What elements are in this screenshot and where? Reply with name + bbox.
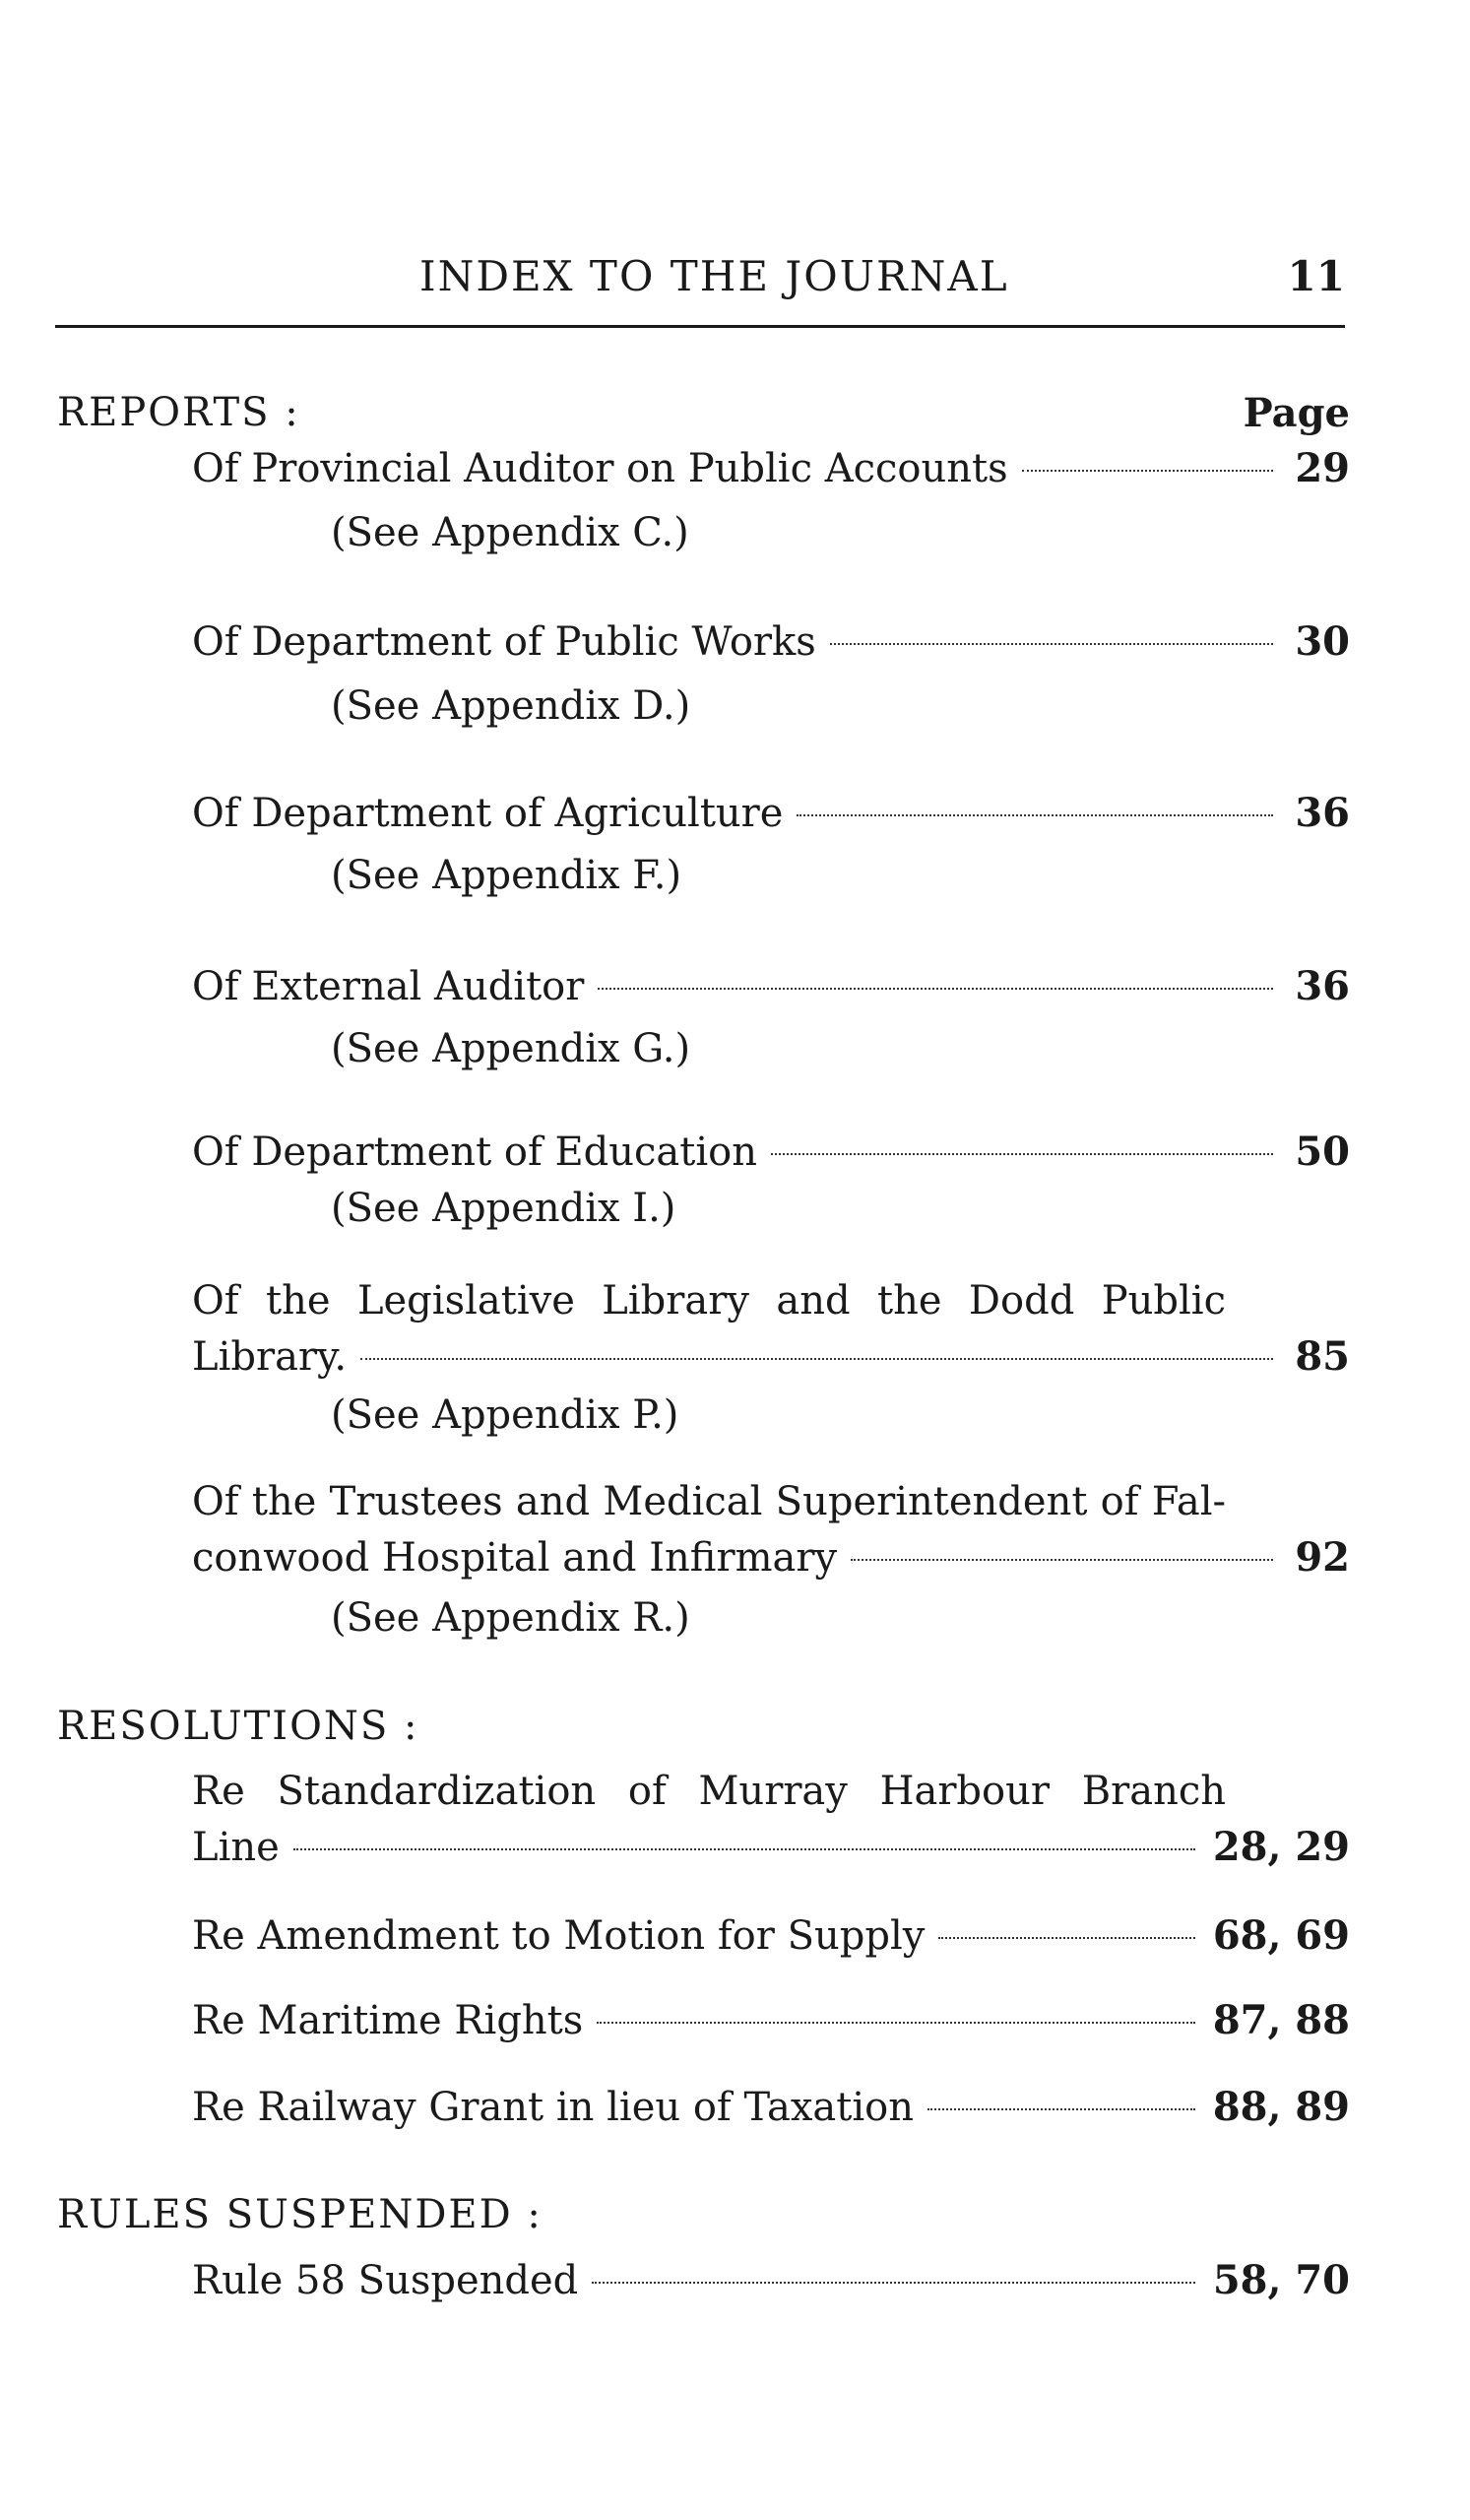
index-entry [192, 445, 1350, 500]
entry-title: Of Department of Education [192, 1130, 757, 1175]
page-column-label: Page [1243, 390, 1350, 436]
appendix-reference: (See Appendix R.) [331, 1595, 690, 1641]
header-rule [55, 325, 1345, 328]
entry-page: 29 [1295, 445, 1350, 491]
entry-page: 36 [1295, 790, 1350, 836]
dot-leader [360, 1358, 1273, 1360]
entry-title: Re Maritime Rights [192, 1998, 584, 2043]
dot-leader [1022, 470, 1273, 472]
appendix-reference: (See Appendix F.) [331, 853, 682, 898]
entry-title: Re Amendment to Motion for Supply [192, 1913, 926, 1959]
section-heading-reports: REPORTS : [57, 390, 300, 435]
entry-title: Of Department of Agriculture [192, 791, 784, 836]
entry-pages: 28, 29 [1212, 1824, 1350, 1870]
dot-leader [592, 2282, 1195, 2284]
appendix-reference: (See Appendix G.) [331, 1026, 691, 1071]
dot-leader [851, 1559, 1273, 1561]
appendix-reference: (See Appendix P.) [331, 1392, 679, 1438]
index-entry [192, 2084, 1350, 2139]
entry-pages: 88, 89 [1212, 2084, 1350, 2130]
index-entry [192, 1912, 1350, 1968]
dot-leader [598, 988, 1273, 990]
entry-title-line2: Library. [192, 1334, 348, 1380]
entry-title: Of Department of Public Works [192, 619, 816, 665]
entry-title-line1: Re Standardization of Murray Harbour Branch [192, 1769, 1226, 1814]
entry-page: 50 [1295, 1129, 1350, 1175]
entry-title: Of Provincial Auditor on Public Accounts [192, 446, 1008, 491]
entry-title: Rule 58 Suspended [192, 2258, 579, 2303]
entry-title-line2: Line [192, 1825, 280, 1870]
index-entry [192, 790, 1350, 845]
appendix-reference: (See Appendix C.) [331, 510, 689, 555]
entry-page: 85 [1295, 1333, 1350, 1380]
entry-title-line1: Of the Legislative Library and the Dodd Public [192, 1278, 1226, 1324]
entry-page: 30 [1295, 618, 1350, 665]
running-title: INDEX TO THE JOURNAL [419, 252, 1009, 300]
entry-page: 36 [1295, 963, 1350, 1009]
dot-leader [938, 1937, 1194, 1939]
appendix-reference: (See Appendix D.) [331, 683, 691, 729]
page-header [55, 252, 1345, 311]
entry-title: Of External Auditor [192, 964, 585, 1009]
dot-leader [830, 643, 1273, 645]
page-number: 11 [1287, 252, 1345, 300]
index-entry [192, 1479, 1350, 1589]
dot-leader [797, 814, 1273, 816]
dot-leader [927, 2108, 1195, 2110]
entry-title-line2: conwood Hospital and Infirmary [192, 1535, 838, 1581]
entry-pages: 58, 70 [1212, 2257, 1350, 2303]
entry-title-line1: Of the Trustees and Medical Superintendent of Fal- [192, 1479, 1226, 1524]
dot-leader [597, 2022, 1195, 2024]
dot-leader [771, 1153, 1273, 1155]
entry-page: 92 [1295, 1534, 1350, 1581]
entry-pages: 68, 69 [1212, 1912, 1350, 1959]
appendix-reference: (See Appendix I.) [331, 1186, 676, 1231]
index-entry [192, 1278, 1350, 1389]
index-entry [192, 1997, 1350, 2052]
entry-pages: 87, 88 [1212, 1997, 1350, 2043]
section-heading-rules-suspended: RULES SUSPENDED : [57, 2192, 543, 2237]
index-entry [192, 1769, 1350, 1879]
index-entry [192, 2257, 1350, 2312]
section-heading-resolutions: RESOLUTIONS : [57, 1704, 419, 1749]
entry-title: Re Railway Grant in lieu of Taxation [192, 2085, 914, 2130]
dot-leader [293, 1848, 1195, 1850]
index-entry [192, 963, 1350, 1018]
index-entry [192, 618, 1350, 674]
index-entry [192, 1129, 1350, 1184]
